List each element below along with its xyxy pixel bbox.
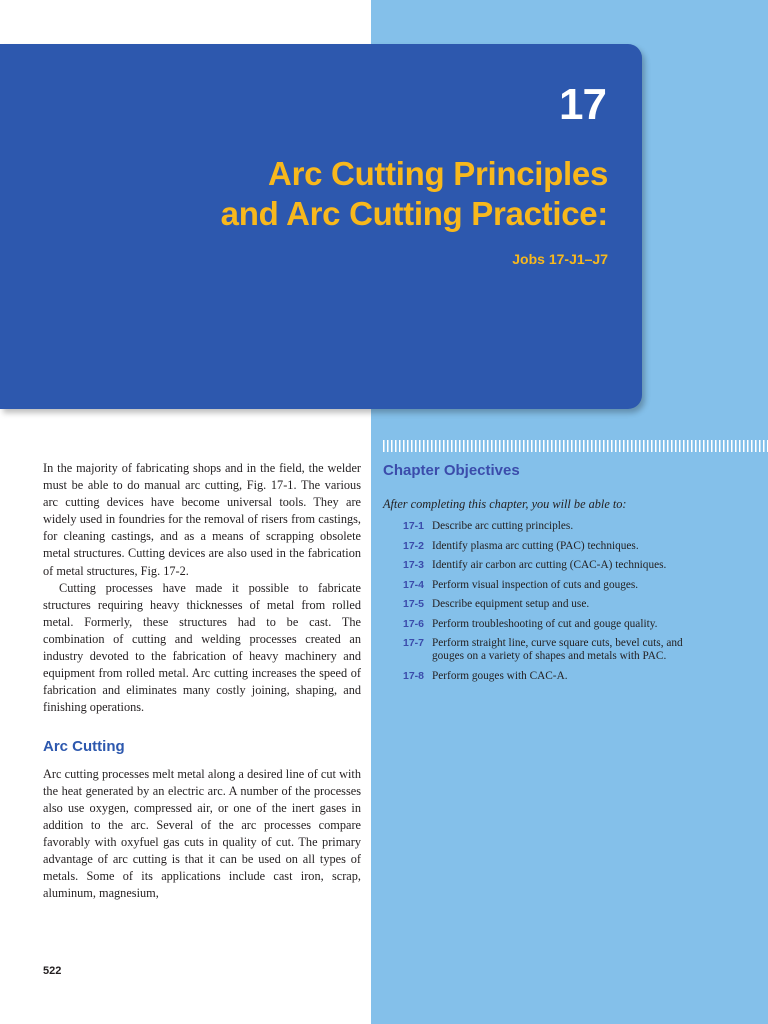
chapter-jobs-label: Jobs 17-J1–J7 <box>512 251 608 267</box>
chapter-title <box>221 154 608 234</box>
objective-number: 17-4 <box>402 578 424 591</box>
objective-number: 17-5 <box>402 598 424 610</box>
objective-item <box>383 598 763 611</box>
main-text-column <box>43 460 361 902</box>
chapter-number: 17 <box>559 80 606 129</box>
objective-text: Describe equipment setup and use. <box>432 598 590 610</box>
body-paragraph-2: Cutting processes have made it possible to fabricate structures requiring heavy thicknesses of metal from rolled metal. Formerly, these structures had to be cast. The combination of cutting and welding processes created an industry devoted to the fabrication of heavy machinery and equipment from rolled metal. Arc cutting increases the speed of fabrication and eliminates many costly joining, shaping, and finishing operations. <box>43 580 361 715</box>
objective-text: Perform straight line, curve square cuts, bevel cuts, and gouges on a variety of shapes and metals with PAC. <box>432 637 683 662</box>
body-paragraph-1: In the majority of fabricating shops and in the field, the welder must be able to do manual arc cutting, Fig. 17-1. The various arc cutting devices have become universal tools. They are widely used in foundries for the removal of risers from castings, for cleaning castings, and as a means of scrapping obsolete metal structures. Cutting devices are also used in the fabrication of metal structures, Fig. 17-2. <box>43 461 361 578</box>
objective-text: Perform troubleshooting of cut and gouge quality. <box>432 617 658 630</box>
objective-text: Identify plasma arc cutting (PAC) techniques. <box>432 539 639 552</box>
objective-number: 17-6 <box>402 617 424 630</box>
page-number: 522 <box>43 965 62 977</box>
chapter-title-line-2: and Arc Cutting Practice: <box>220 195 608 232</box>
objective-number: 17-1 <box>402 520 424 532</box>
objective-text: Describe arc cutting principles. <box>432 520 574 532</box>
section-heading-arc-cutting: Arc Cutting <box>43 738 125 756</box>
objective-item <box>383 520 763 533</box>
chapter-title-banner <box>0 44 642 409</box>
objectives-intro: After completing this chapter, you will be able to: <box>383 497 627 511</box>
objective-item <box>383 670 763 683</box>
objective-text: Identify air carbon arc cutting (CAC-A) techniques. <box>432 559 667 571</box>
objective-text: Perform gouges with CAC-A. <box>432 669 568 682</box>
objective-number: 17-3 <box>402 559 424 571</box>
objective-item <box>383 637 763 663</box>
decorative-tick-rule <box>383 440 768 452</box>
objectives-heading: Chapter Objectives <box>383 462 520 479</box>
body-paragraph-3: Arc cutting processes melt metal along a desired line of cut with the heat generated by an electric arc. A number of the processes also use oxygen, compressed air, or one of the inert gases in addition to the arc. Several of the arc processes compare favorably with oxyfuel gas cuts in quality of cut. The primary advantage of arc cutting is that it can be used on all types of metals. Some of its applications include cast iron, scrap, aluminum, magnesium, <box>43 766 361 901</box>
objective-item <box>383 618 763 631</box>
objective-text: Perform visual inspection of cuts and gouges. <box>432 578 639 591</box>
chapter-objectives-panel <box>383 440 763 689</box>
objective-number: 17-2 <box>402 539 424 552</box>
objective-item <box>383 540 763 553</box>
objective-item <box>383 559 763 572</box>
objective-list <box>383 520 763 683</box>
chapter-title-line-1: Arc Cutting Principles <box>268 155 608 192</box>
objective-number: 17-7 <box>402 637 424 649</box>
objective-item <box>383 579 763 592</box>
objective-number: 17-8 <box>402 669 424 682</box>
